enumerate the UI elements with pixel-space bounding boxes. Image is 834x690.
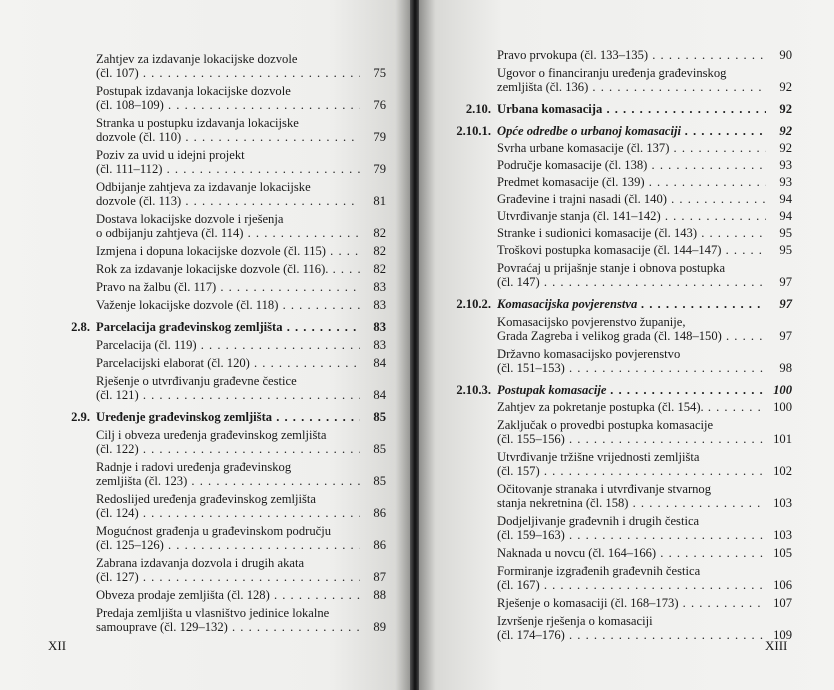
page-number: 106 (773, 578, 792, 592)
toc-entry (497, 546, 792, 560)
toc-entry (497, 564, 792, 592)
toc-heading (456, 297, 792, 311)
toc-entry (96, 606, 386, 634)
entry-title-line: Ugovor o financiranju uređenja građevinskog (497, 66, 727, 80)
toc-entry (96, 212, 386, 240)
toc-entry (96, 262, 386, 276)
entry-title-leader: (čl. 122) . . . (96, 442, 360, 456)
entry-title-leader: (čl. 107) . . . (96, 66, 360, 80)
toc-entry (96, 524, 386, 552)
entry-title-leader: Opće odredbe o urbanoj komasaciji . . . (497, 124, 766, 138)
entry-title-leader: Urbana komasacija . . . (497, 102, 766, 116)
page-number: 84 (373, 356, 386, 370)
toc-entry (96, 148, 386, 176)
entry-title-leader: (čl. 159–163) . . . (497, 528, 766, 542)
section-number: 2.8. (71, 320, 90, 334)
page-number: 92 (779, 124, 792, 138)
entry-title-leader: Pravo prvokupa (čl. 133–135) . . . (497, 48, 766, 62)
entry-title-line: Očitovanje stranaka i utvrđivanje stvarnog (497, 482, 712, 496)
page-number: 109 (773, 628, 792, 642)
page-number: 97 (779, 297, 792, 311)
page-number: 94 (779, 192, 792, 206)
page-number: 85 (373, 442, 386, 456)
page-number: 83 (373, 280, 386, 294)
toc-entry (497, 261, 792, 289)
toc-entry (96, 84, 386, 112)
page-number: 95 (779, 243, 792, 257)
entry-title-leader: Stranke i sudionici komasacije (čl. 143) . . . (497, 226, 766, 240)
page-number: 90 (779, 48, 792, 62)
toc-entry (497, 226, 792, 240)
toc-entry (497, 450, 792, 478)
section-number: 2.10.3. (456, 383, 491, 397)
toc-heading (71, 320, 386, 334)
entry-title-line: Stranka u postupku izdavanja lokacijske (96, 116, 299, 130)
toc-heading (456, 383, 792, 397)
page-number: 105 (773, 546, 792, 560)
page-number: 85 (373, 410, 386, 424)
entry-title-leader: Troškovi postupka komasacije (čl. 144–147) . . . (497, 243, 766, 257)
page-number: 86 (373, 506, 386, 520)
toc-entry (497, 192, 792, 206)
entry-title-line: Poziv za uvid u idejni projekt (96, 148, 245, 162)
entry-title-line: Predaja zemljišta u vlasništvo jedinice lokalne (96, 606, 330, 620)
page-number: 95 (779, 226, 792, 240)
entry-title-leader: Važenje lokacijske dozvole (čl. 118) . . . (96, 298, 360, 312)
toc-entry (497, 66, 792, 94)
page-number: 92 (779, 141, 792, 155)
page-number: 79 (373, 130, 386, 144)
page-number: 82 (373, 262, 386, 276)
page-number: 92 (779, 102, 792, 116)
toc-entry (96, 428, 386, 456)
folio-left: XII (48, 638, 67, 653)
toc-entry (96, 588, 386, 602)
page-number: 101 (773, 432, 792, 446)
toc-entry (497, 175, 792, 189)
entry-title-leader: (čl. 125–126) . . . (96, 538, 360, 552)
toc-entry (96, 180, 386, 208)
entry-title-leader: Rok za izdavanje lokacijske dozvole (čl. 116). . . . (96, 262, 360, 276)
entry-title-line: Zaključak o provedbi postupka komasacije (497, 418, 714, 432)
page-number: 82 (373, 226, 386, 240)
entry-title-leader: samouprave (čl. 129–132) . . . (96, 620, 360, 634)
entry-title-line: Povraćaj u prijašnje stanje i obnova postupka (497, 261, 726, 275)
entry-title-leader: Parcelacija (čl. 119) . . . (96, 338, 360, 352)
section-number: 2.10.2. (456, 297, 491, 311)
page-number: 87 (373, 570, 386, 584)
folio-right: XIII (765, 638, 788, 653)
entry-title-leader: zemljišta (čl. 123) . . . (96, 474, 360, 488)
toc-entry (497, 400, 792, 414)
toc-entry (497, 158, 792, 172)
entry-title-line: Formiranje izgrađenih građevnih čestica (497, 564, 701, 578)
toc-entry (497, 315, 792, 343)
page-number: 98 (779, 361, 792, 375)
page-number: 97 (779, 329, 792, 343)
entry-title-line: Dodjeljivanje građevnih i drugih čestica (497, 514, 700, 528)
entry-title-leader: Predmet komasacije (čl. 139) . . . (497, 175, 766, 189)
toc-entry (497, 418, 792, 446)
entry-title-line: Redoslijed uređenja građevinskog zemljišta (96, 492, 316, 506)
toc-entry (497, 482, 792, 510)
entry-title-line: Utvrđivanje tržišne vrijednosti zemljišta (497, 450, 700, 464)
page-number: 102 (773, 464, 792, 478)
page-number: 83 (373, 320, 386, 334)
page-number: 94 (779, 209, 792, 223)
page-number: 100 (773, 383, 792, 397)
entry-title-leader: (čl. 151–153) . . . (497, 361, 766, 375)
entry-title-leader: Postupak komasacije . . . (497, 383, 766, 397)
entry-title-line: Državno komasacijsko povjerenstvo (497, 347, 681, 361)
entry-title-leader: (čl. 167) . . . (497, 578, 766, 592)
entry-title-leader: Obveza prodaje zemljišta (čl. 128) . . . (96, 588, 360, 602)
toc-entry (96, 356, 386, 370)
page-number: 92 (779, 80, 792, 94)
toc-entry (497, 514, 792, 542)
entry-title-leader: (čl. 121) . . . (96, 388, 360, 402)
page-number: 100 (773, 400, 792, 414)
section-number: 2.10. (465, 102, 491, 116)
entry-title-leader: (čl. 174–176) . . . (497, 628, 766, 642)
section-number: 2.10.1. (456, 124, 491, 138)
toc-entry (497, 209, 792, 223)
entry-title-leader: dozvole (čl. 113) . . . (96, 194, 360, 208)
right-page (419, 0, 834, 690)
left-page (0, 0, 412, 690)
toc-entry (96, 556, 386, 584)
toc-heading (456, 124, 792, 138)
toc-entry (96, 116, 386, 144)
page-number: 83 (373, 338, 386, 352)
page-number: 107 (773, 596, 792, 610)
entry-title-leader: Zahtjev za pokretanje postupka (čl. 154). . . . (497, 400, 766, 414)
entry-title-line: Postupak izdavanja lokacijske dozvole (96, 84, 291, 98)
entry-title-leader: Pravo na žalbu (čl. 117) . . . (96, 280, 360, 294)
toc-entry (96, 338, 386, 352)
entry-title-leader: Svrha urbane komasacije (čl. 137) . . . (497, 141, 766, 155)
toc-entry (96, 298, 386, 312)
entry-title-line: Zabrana izdavanja dozvola i drugih akata (96, 556, 305, 570)
toc-left (71, 52, 386, 634)
entry-title-line: Izvršenje rješenja o komasaciji (497, 614, 653, 628)
toc-entry (497, 141, 792, 155)
toc-entry (96, 280, 386, 294)
page-number: 93 (779, 158, 792, 172)
entry-title-leader: dozvole (čl. 110) . . . (96, 130, 360, 144)
entry-title-leader: (čl. 124) . . . (96, 506, 360, 520)
entry-title-leader: Rješenje o komasaciji (čl. 168–173) . . . (497, 596, 766, 610)
entry-title-leader: Utvrđivanje stanja (čl. 141–142) . . . (497, 209, 766, 223)
entry-title-line: Radnje i radovi uređenja građevinskog (96, 460, 292, 474)
page-number: 81 (373, 194, 386, 208)
entry-title-leader: (čl. 155–156) . . . (497, 432, 766, 446)
entry-title-line: Rješenje o utvrđivanju građevne čestice (96, 374, 297, 388)
toc-entry (497, 596, 792, 610)
entry-title-line: Mogućnost građenja u građevinskom području (96, 524, 332, 538)
page-number: 84 (373, 388, 386, 402)
entry-title-line: Komasacijsko povjerenstvo županije, (497, 315, 686, 329)
page-number: 75 (373, 66, 386, 80)
page-number: 89 (373, 620, 386, 634)
page-number: 79 (373, 162, 386, 176)
page-number: 88 (373, 588, 386, 602)
entry-title-leader: Parcelacija građevinskog zemljišta . . . (96, 320, 360, 334)
toc-entry (497, 48, 792, 62)
entry-title-leader: (čl. 108–109) . . . (96, 98, 360, 112)
toc-heading (465, 102, 792, 116)
page-number: 85 (373, 474, 386, 488)
entry-title-leader: (čl. 111–112) . . . (96, 162, 360, 176)
page-number: 103 (773, 496, 792, 510)
toc-entry (96, 244, 386, 258)
page-number: 86 (373, 538, 386, 552)
entry-title-leader: Građevine i trajni nasadi (čl. 140) . . . (497, 192, 766, 206)
entry-title-leader: (čl. 157) . . . (497, 464, 766, 478)
toc-heading (71, 410, 386, 424)
toc-entry (96, 52, 386, 80)
entry-title-leader: Naknada u novcu (čl. 164–166) . . . (497, 546, 766, 560)
toc-entry (497, 614, 792, 642)
toc-entry (96, 374, 386, 402)
section-number: 2.9. (71, 410, 90, 424)
page-number: 97 (779, 275, 792, 289)
page-number: 103 (773, 528, 792, 542)
entry-title-line: Cilj i obveza uređenja građevinskog zemljišta (96, 428, 327, 442)
entry-title-leader: Uređenje građevinskog zemljišta . . . (96, 410, 360, 424)
entry-title-leader: stanja nekretnina (čl. 158) . . . (497, 496, 766, 510)
toc-entry (497, 243, 792, 257)
entry-title-leader: Parcelacijski elaborat (čl. 120) . . . (96, 356, 360, 370)
entry-title-leader: Izmjena i dopuna lokacijske dozvole (čl. 115) . . . (96, 244, 360, 258)
page-number: 93 (779, 175, 792, 189)
entry-title-line: Zahtjev za izdavanje lokacijske dozvole (96, 52, 298, 66)
entry-title-line: Odbijanje zahtjeva za izdavanje lokacijske (96, 180, 311, 194)
page-number: 82 (373, 244, 386, 258)
toc-right (456, 48, 792, 642)
entry-title-leader: zemljišta (čl. 136) . . . (497, 80, 766, 94)
entry-title-leader: (čl. 147) . . . (497, 275, 766, 289)
toc-entry (497, 347, 792, 375)
page-number: 83 (373, 298, 386, 312)
entry-title-leader: Komasacijska povjerenstva . . . (497, 297, 766, 311)
entry-title-line: Dostava lokacijske dozvole i rješenja (96, 212, 284, 226)
entry-title-leader: Područje komasacije (čl. 138) . . . (497, 158, 766, 172)
entry-title-leader: (čl. 127) . . . (96, 570, 360, 584)
entry-title-leader: o odbijanju zahtjeva (čl. 114) . . . (96, 226, 360, 240)
page-number: 76 (373, 98, 386, 112)
toc-entry (96, 492, 386, 520)
entry-title-leader: Grada Zagreba i velikog grada (čl. 148–150) . . . (497, 329, 766, 343)
toc-entry (96, 460, 386, 488)
